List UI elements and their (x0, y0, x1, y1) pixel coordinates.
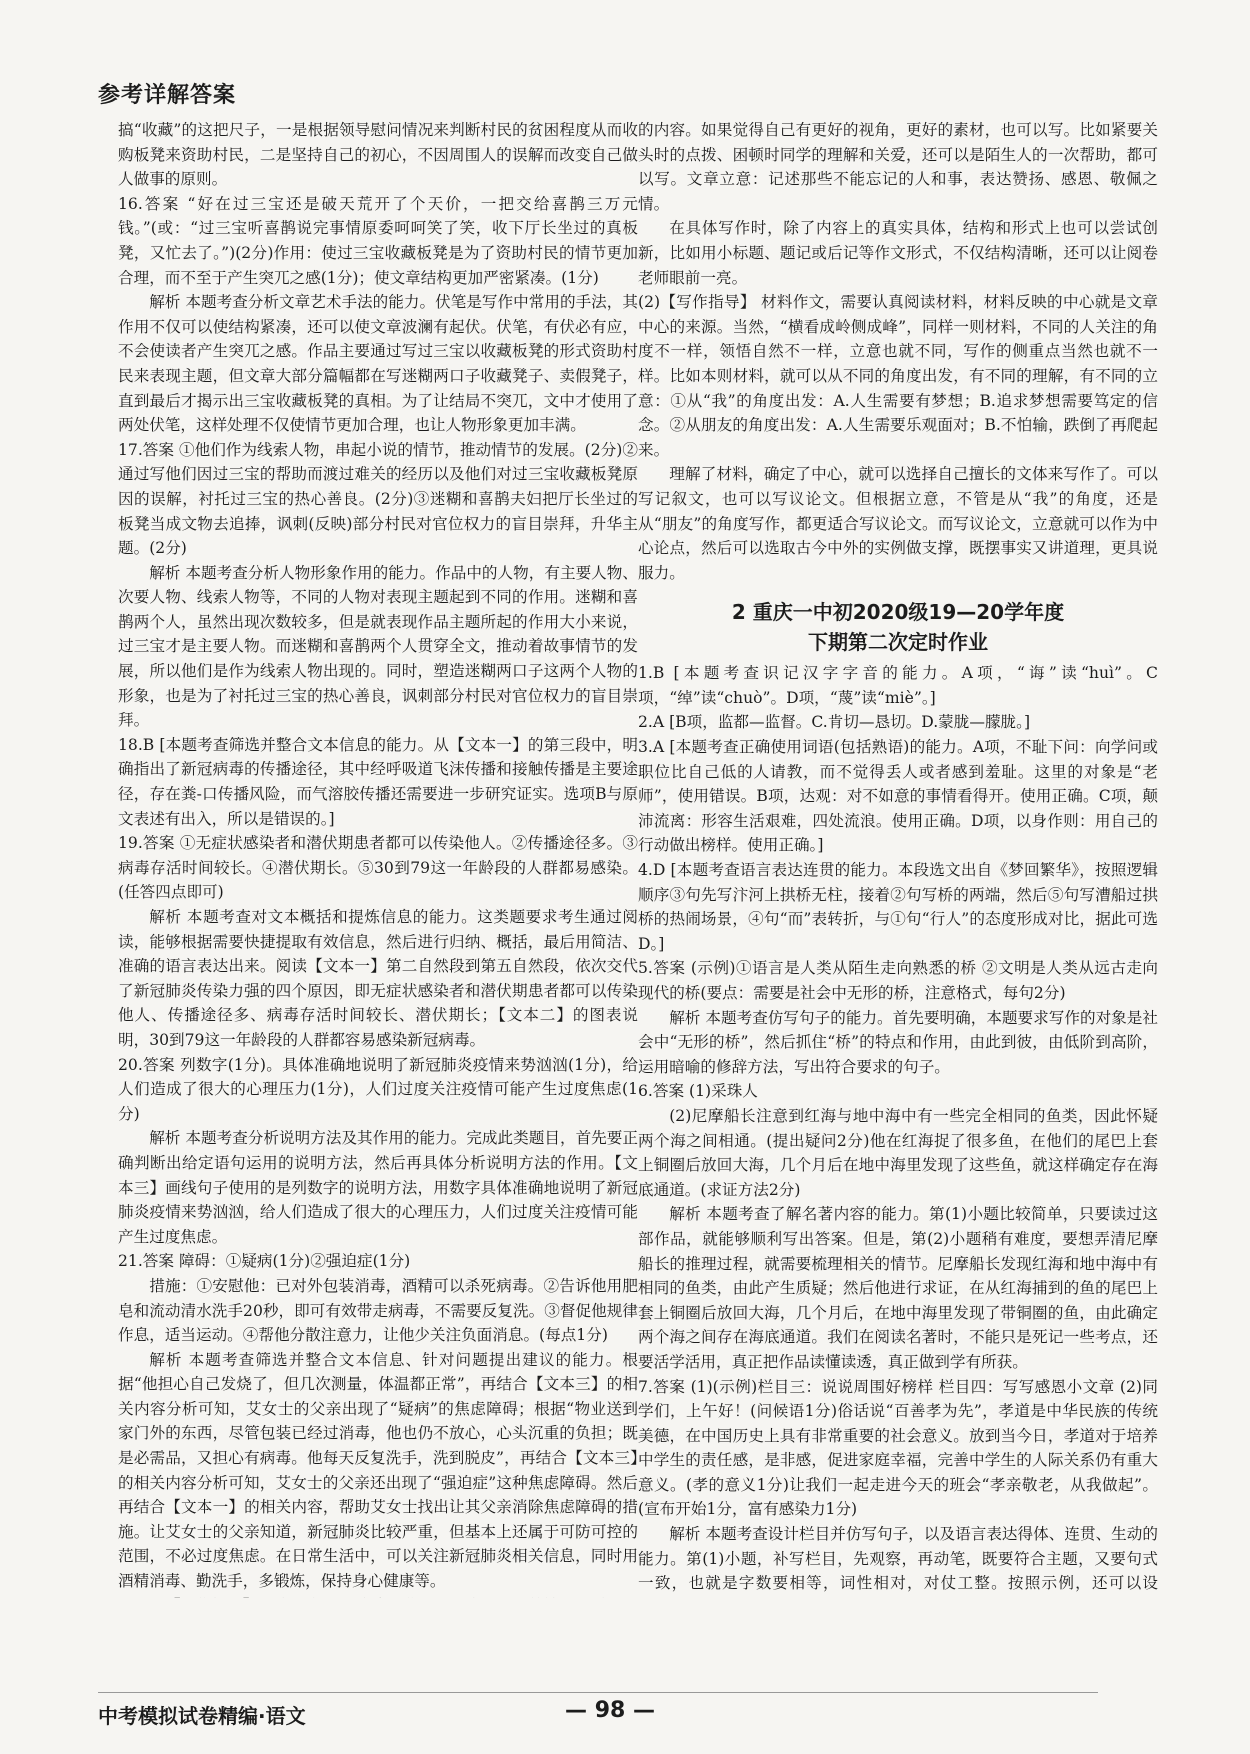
paragraph: 2.A [B项，监都—监督。C.肯切—恳切。D.蒙胧—朦胧。] (638, 713, 1031, 732)
paragraph: 解析 本题考查了解名著内容的能力。第(1)小题比较简单，只要读过这部作品，就能够顺利写出答案。但是，第(2)小题稍有难度，要想弄清尼摩船长的推理过程，就需要梳理相关的情节。尼摩船长发现红海和地中海中有相同的鱼类，由此产生质疑；然后他进行求证，在从红海捕到的鱼的尾巴上套上铜圈后放回大海，几个月后，在地中海里发现了带铜圈的鱼，由此确定两个海之间存在海底通道。我们在阅读名著时，不能只是死记一些考点，还要活学活用，真正把作品读懂读透，真正做到学有所获。 (638, 1205, 1158, 1371)
paragraph: 理解了材料，确定了中心，就可以选择自己擅长的文体来写作了。可以写记叙文，也可以写议论文。但根据立意，不管是从“我”的角度，还是从“朋友”的角度写作，都更适合写议论文。而写议论文，立意就可以作为中心论点，然后可以选取古今中外的实例做支撑，既摆事实又讲道理，更具说服力。 (638, 465, 1158, 582)
section-title-line1: 2 重庆一中初2020级19—20学年度 (731, 600, 1065, 625)
footer-book-title: 中考模拟试卷精编·语文 (98, 1704, 306, 1728)
paragraph: 7.答案 (1)(示例)栏目三：说说周围好榜样 栏目四：写写感恩小文章 (2)同学们，上午好！(问候语1分)俗话说“百善孝为先”，孝道是中华民族的传统美德，在中国历史上具有非常重要的社会意义。放到当今日，孝道对于培养中学生的责任感，是非感，促进家庭幸福，完善中学生的人际关系仍有重大意义。(孝的意义1分)让我们一起走进今天的班会“孝亲敬老，从我做起”。(宣布开始1分，富有感染力1分) (638, 1377, 1158, 1519)
footer-rule (98, 1692, 1098, 1693)
paragraph: (2)尼摩船长注意到红海与地中海中有一些完全相同的鱼类，因此怀疑两个海之间相通。(提出疑问2分)他在红海捉了很多鱼，在他们的尾巴上套上铜圈后放回大海，几个月后在地中海里发现了这些鱼，就这样确定存在海底通道。(求证方法2分) (638, 1106, 1158, 1199)
paragraph (118, 1594, 638, 1598)
paragraph: (2)【写作指导】 材料作文，需要认真阅读材料，材料反映的中心就是文章中心的来源。当然，“横看成岭侧成峰”，同样一则材料，不同的人关注的角度不一样，领悟自然不一样，立意也就不同，写作的侧重点当然也就不一样。比如本则材料，就可以从不同的角度出发，有不同的理解，有不同的立意：①从“我”的角度出发：A.人生需要有梦想；B.追求梦想需要笃定的信念。②从朋友的角度出发：A.人生需要乐观面对；B.不怕输，跌倒了再爬起来。 (638, 293, 1158, 459)
paragraph: 搞“收藏”的这把尺子，一是根据领导慰问情况来判断村民的贫困程度从而收购板凳来资助村民，二是坚持自己的初心，不因周围人的误解而改变自己做人做事的原则。 (118, 121, 638, 189)
paragraph: 措施：①安慰他：已对外包装消毒，酒精可以杀死病毒。②告诉他用肥皂和流动清水洗手20秒，即可有效带走病毒，不需要反复洗。③督促他规律作息，适当运动。④帮他分散注意力，让他少关注负面消息。(每点1分) (118, 1276, 638, 1345)
paragraph: 21.答案 障碍：①疑病(1分)②强迫症(1分) (118, 1252, 411, 1271)
left-column (118, 118, 638, 1598)
section-title (638, 597, 1158, 657)
paragraph: 17.答案 ①他们作为线索人物，串起小说的情节，推动情节的发展。(2分)②通过写他们因过三宝的帮助而渡过难关的经历以及他们对过三宝收藏板凳原因的误解，衬托过三宝的热心善良。(2分)③迷糊和喜鹊夫妇把厅长坐过的板凳当成文物去追捧，讽刺(反映)部分村民对官位权力的盲目崇拜，升华主题。(2分) (118, 440, 638, 558)
paragraph: 4.D [本题考查语言表达连贯的能力。本段选文出自《梦回繁华》，按照逻辑顺序③句先写汴河上拱桥无柱，接着②句写桥的两端，然后⑤句写漕船过拱桥的热闹场景，④句“而”表转折，与①句“行人”的态度形成对比，据此可选D。] (638, 861, 1158, 953)
paragraph: 解析 本题考查设计栏目并仿写句子，以及语言表达得体、连贯、生动的能力。第(1)小题，补写栏目，先观察，再动笔，既要符合主题，又要句式一致，也就是字数要相等，词性相对，对仗工整。按照示例，还可以设 (638, 1525, 1158, 1593)
paragraph: 的内容。如果觉得自己有更好的视角，更好的素材，也可以写。比如紧要关头时的点拨、困顿时同学的理解和关爱，还可以是陌生人的一次帮助，都可以写。文章立意：记述那些不能忘记的人和事，表达赞扬、感恩、敬佩之情。 (638, 121, 1158, 213)
paragraph: 3.A [本题考查正确使用词语(包括熟语)的能力。A项，不耻下问：向学问或职位比自己低的人请教，而不觉得丢人或者感到羞耻。这里的对象是“老师”，使用错误。B项，达观：对不如意的事情看得开。使用正确。C项，颠沛流离：形容生活艰难，四处流浪。使用正确。D项，以身作则：用自己的行动做出榜样。使用正确。] (638, 738, 1158, 855)
paragraph: 19.答案 ①无症状感染者和潜伏期患者都可以传染他人。②传播途径多。③病毒存活时间较长。④潜伏期长。⑤30到79这一年龄段的人群都易感染。(任答四点即可) (118, 834, 638, 902)
paragraph: 解析 本题考查分析文章艺术手法的能力。伏笔是写作中常用的手法，其作用不仅可以使结构紧凑，还可以使文章波澜有起伏。伏笔，有伏必有应，不会使读者产生突兀之感。作品主要通过写过三宝以收藏板凳的形式资助村民来表现主题，但文章大部分篇幅都在写迷糊两口子收藏凳子、卖假凳子，直到最后才揭示出三宝收藏板凳的真相。为了让结局不突兀，文中才使用了两处伏笔，这样处理不仅使情节更加合理，也让人物形象更加丰满。 (118, 293, 638, 435)
paragraph: 20.答案 列数字(1分)。具体准确地说明了新冠肺炎疫情来势汹汹(1分)，给人们造成了很大的心理压力(1分)，人们过度关注疫情可能产生过度焦虑(1分) (118, 1055, 638, 1123)
paragraph: 在具体写作时，除了内容上的真实具体，结构和形式上也可以尝试创新，比如用小标题、题记或后记等作文形式，不仅结构清晰，还可以让阅卷老师眼前一亮。 (638, 219, 1158, 287)
paragraph: 16.答案 “好在过三宝还是破天荒开了个天价，一把交给喜鹊三万元钱。”(或：“过三宝听喜鹊说完事情原委呵呵笑了笑，收下厅长坐过的真板凳，又忙去了。”)(2分)作用：使过三宝收藏板凳是为了资助村民的情节更加合理，而不至于产生突兀之感(1分)；使文章结构更加严密紧凑。(1分) (118, 194, 638, 287)
section-title-line2: 下期第二次定时作业 (808, 630, 988, 655)
paragraph: 解析 本题考查仿写句子的能力。首先要明确，本题要求写作的对象是社会中“无形的桥”，然后抓住“桥”的特点和作用，由此到彼，由低阶到高阶，运用暗喻的修辞方法，写出符合要求的句子。 (638, 1008, 1158, 1076)
paragraph: 5.答案 (示例)①语言是人类从陌生走向熟悉的桥 ②文明是人类从远古走向现代的桥(要点：需要是社会中无形的桥，注意格式，每句2分) (638, 959, 1158, 1002)
paragraph: 18.B [本题考查筛选并整合文本信息的能力。从【文本一】的第三段中，明确指出了新冠病毒的传播途径，其中经呼吸道飞沫传播和接触传播是主要途径，存在粪-口传播风险，而气溶胶传播还需要进一步研究证实。选项B与原文表述有出入，所以是错误的。] (118, 735, 638, 828)
paragraph: 解析 本题考查分析人物形象作用的能力。作品中的人物，有主要人物、次要人物、线索人物等，不同的人物对表现主题起到不同的作用。迷糊和喜鹊两个人，虽然出现次数较多，但是就表现作品主题所起的作用大小来说，过三宝才是主要人物。而迷糊和喜鹊两个人贯穿全文，推动着故事情节的发展，所以他们是作为线索人物出现的。同时，塑造迷糊两口子这两个人物的形象，也是为了衬托过三宝的热心善良，讽刺部分村民对官位权力的盲目崇拜。 (118, 563, 638, 730)
right-column (638, 118, 1158, 1598)
paragraph: 解析 本题考查筛选并整合文本信息、针对问题提出建议的能力。根据“他担心自己发烧了，但几次测量，体温都正常”，再结合【文本三】的相关内容分析可知，艾女士的父亲出现了“疑病”的焦虑障碍；根据“物业送到家门外的东西，尽管包装已经过消毒，他也仍不放心，心头沉重的负担；既是必需品，又担心有病毒。他每天反复洗手，洗到脱皮”，再结合【文本三】的相关内容分析可知，艾女士的父亲还出现了“强迫症”这种焦虑障碍。然后再结合【文本一】的相关内容，帮助艾女士找出让其父亲消除焦虑障碍的措施。让艾女士的父亲知道，新冠肺炎比较严重，但基本上还属于可防可控的范围，不必过度焦虑。在日常生活中，可以关注新冠肺炎相关信息，同时用酒精消毒、勤洗手，多锻炼，保持身心健康等。 (118, 1350, 638, 1591)
paragraph: 1.B [本题考查识记汉字字音的能力。A项，“诲”读“huì”。C项，“绰”读“chuò”。D项，“蔑”读“miè”。] (638, 664, 1158, 707)
paragraph: 6.答案 (1)采珠人 (638, 1082, 758, 1101)
page-header-title: 参考详解答案 (98, 83, 237, 108)
paragraph: 解析 本题考查分析说明方法及其作用的能力。完成此类题目，首先要正确判断出给定语句运用的说明方法，然后再具体分析说明方法的作用。【文本三】画线句子使用的是列数字的说明方法，用数字具体准确地说明了新冠肺炎疫情来势汹汹，给人们造成了很大的心理压力，人们过度关注疫情可能产生过度焦虑。 (118, 1129, 638, 1246)
paragraph: 解析 本题考查对文本概括和提炼信息的能力。这类题要求考生通过阅读，能够根据需要快捷提取有效信息，然后进行归纳、概括，最后用简洁、准确的语言表达出来。阅读【文本一】第二自然段到第五自然段，依次交代了新冠肺炎传染力强的四个原因，即无症状感染者和潜伏期患者都可以传染他人、传播途径多、病毒存活时间较长、潜伏期长；【文本二】的图表说明，30到79这一年龄段的人群都容易感染新冠病毒。 (118, 908, 638, 1049)
footer-page-number: — 98 — (565, 1698, 655, 1723)
